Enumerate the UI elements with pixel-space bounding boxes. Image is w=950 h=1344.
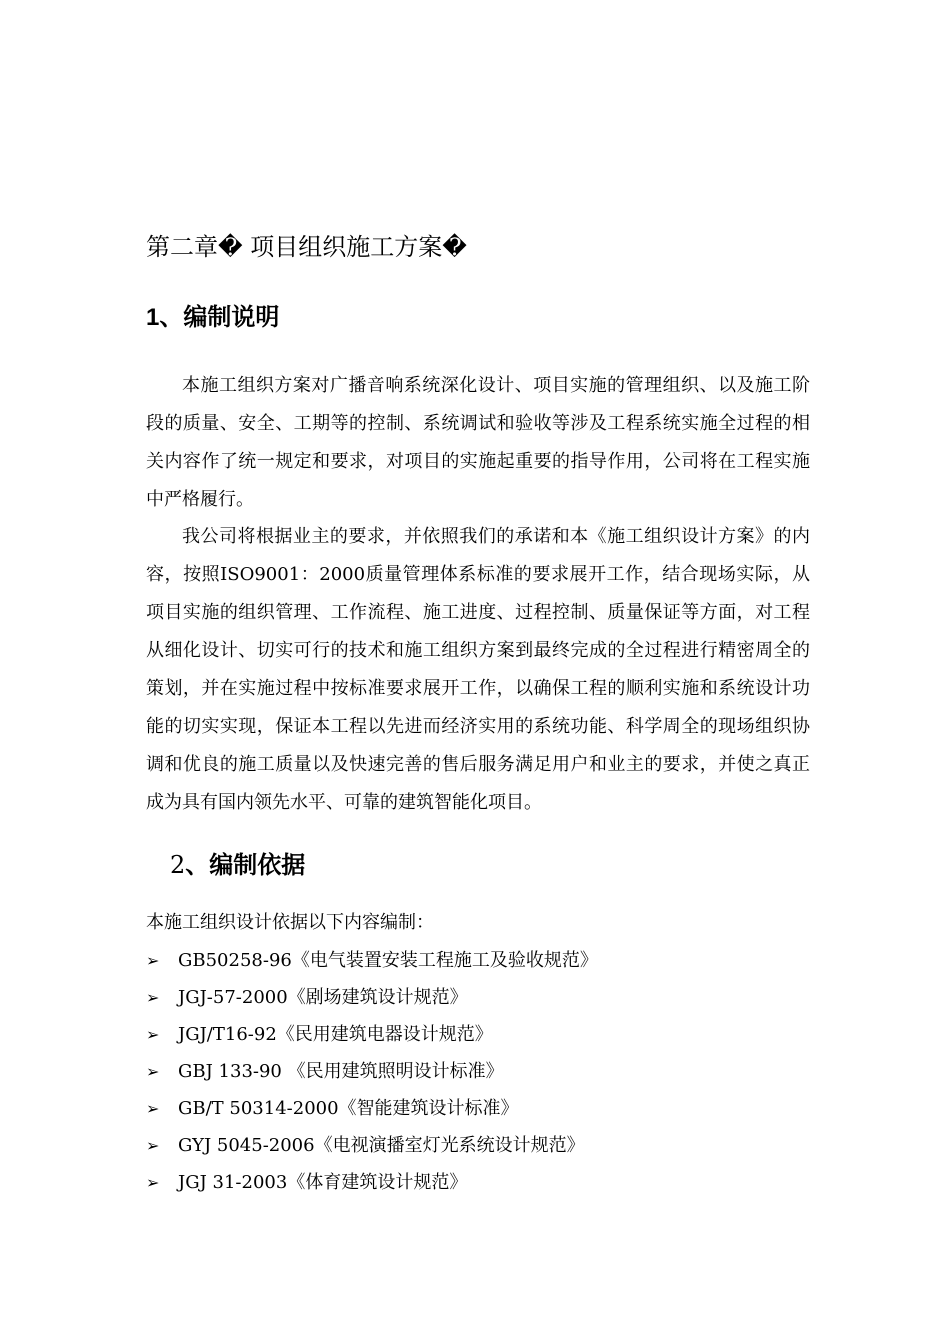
section-2-title: 、编制依据: [185, 851, 306, 879]
arrow-bullet-icon: ➢: [146, 951, 160, 970]
section-2-intro: 本施工组织设计依据以下内容编制：: [146, 912, 434, 933]
standard-label: JGJ/T16-92《民用建筑电器设计规范》: [178, 1024, 493, 1045]
standard-label: GBJ 133-90 《民用建筑照明设计标准》: [178, 1061, 504, 1082]
arrow-bullet-icon: ➢: [146, 1025, 160, 1044]
arrow-bullet-icon: ➢: [146, 1136, 160, 1155]
list-item: [146, 1127, 598, 1164]
standards-list: [146, 942, 598, 1201]
arrow-bullet-icon: ➢: [146, 1173, 160, 1192]
standard-label: GB/T 50314-2000《智能建筑设计标准》: [178, 1098, 519, 1119]
section-1-number: 1: [146, 304, 160, 331]
standard-label: GB50258-96《电气装置安装工程施工及验收规范》: [178, 950, 598, 971]
standard-label: JGJ 31-2003《体育建筑设计规范》: [178, 1172, 468, 1193]
list-item: [146, 1164, 598, 1201]
list-item: [146, 979, 598, 1016]
section-1-paragraph-1: 本施工组织方案对广播音响系统深化设计、项目实施的管理组织、以及施工阶段的质量、安全、工期等的控制、系统调试和验收等涉及工程系统实施全过程的相关内容作了统一规定和要求，对项目的实施起重要的指导作用，公司将在工程实施中严格履行。: [146, 375, 810, 510]
section-2-number: 2: [170, 851, 186, 879]
section-2-heading: [170, 848, 305, 882]
section-1-title: 、编制说明: [159, 303, 280, 331]
arrow-bullet-icon: ➢: [146, 1099, 160, 1118]
section-1-paragraph-2: 我公司将根据业主的要求，并依照我们的承诺和本《施工组织设计方案》的内容，按照ISO9001：2000质量管理体系标准的要求展开工作，结合现场实际，从项目实施的组织管理、工作流程、施工进度、过程控制、质量保证等方面，对工程从细化设计、切实可行的技术和施工组织方案到最终完成的全过程进行精密周全的策划，并在实施过程中按标准要求展开工作，以确保工程的顺利实施和系统设计功能的切实实现，保证本工程以先进而经济实用的系统功能、科学周全的现场组织协调和优良的施工质量以及快速完善的售后服务满足用户和业主的要求，并使之真正成为具有国内领先水平、可靠的建筑智能化项目。: [146, 526, 810, 813]
arrow-bullet-icon: ➢: [146, 1062, 160, 1081]
arrow-bullet-icon: ➢: [146, 988, 160, 1007]
standard-label: JGJ-57-2000《剧场建筑设计规范》: [178, 987, 468, 1008]
list-item: [146, 942, 598, 979]
standard-label: GYJ 5045-2006《电视演播室灯光系统设计规范》: [178, 1135, 585, 1156]
list-item: [146, 1016, 598, 1053]
list-item: [146, 1090, 598, 1127]
chapter-title: 第二章� 项目组织施工方案�: [146, 233, 467, 261]
section-1-heading: [146, 300, 279, 335]
list-item: [146, 1053, 598, 1090]
